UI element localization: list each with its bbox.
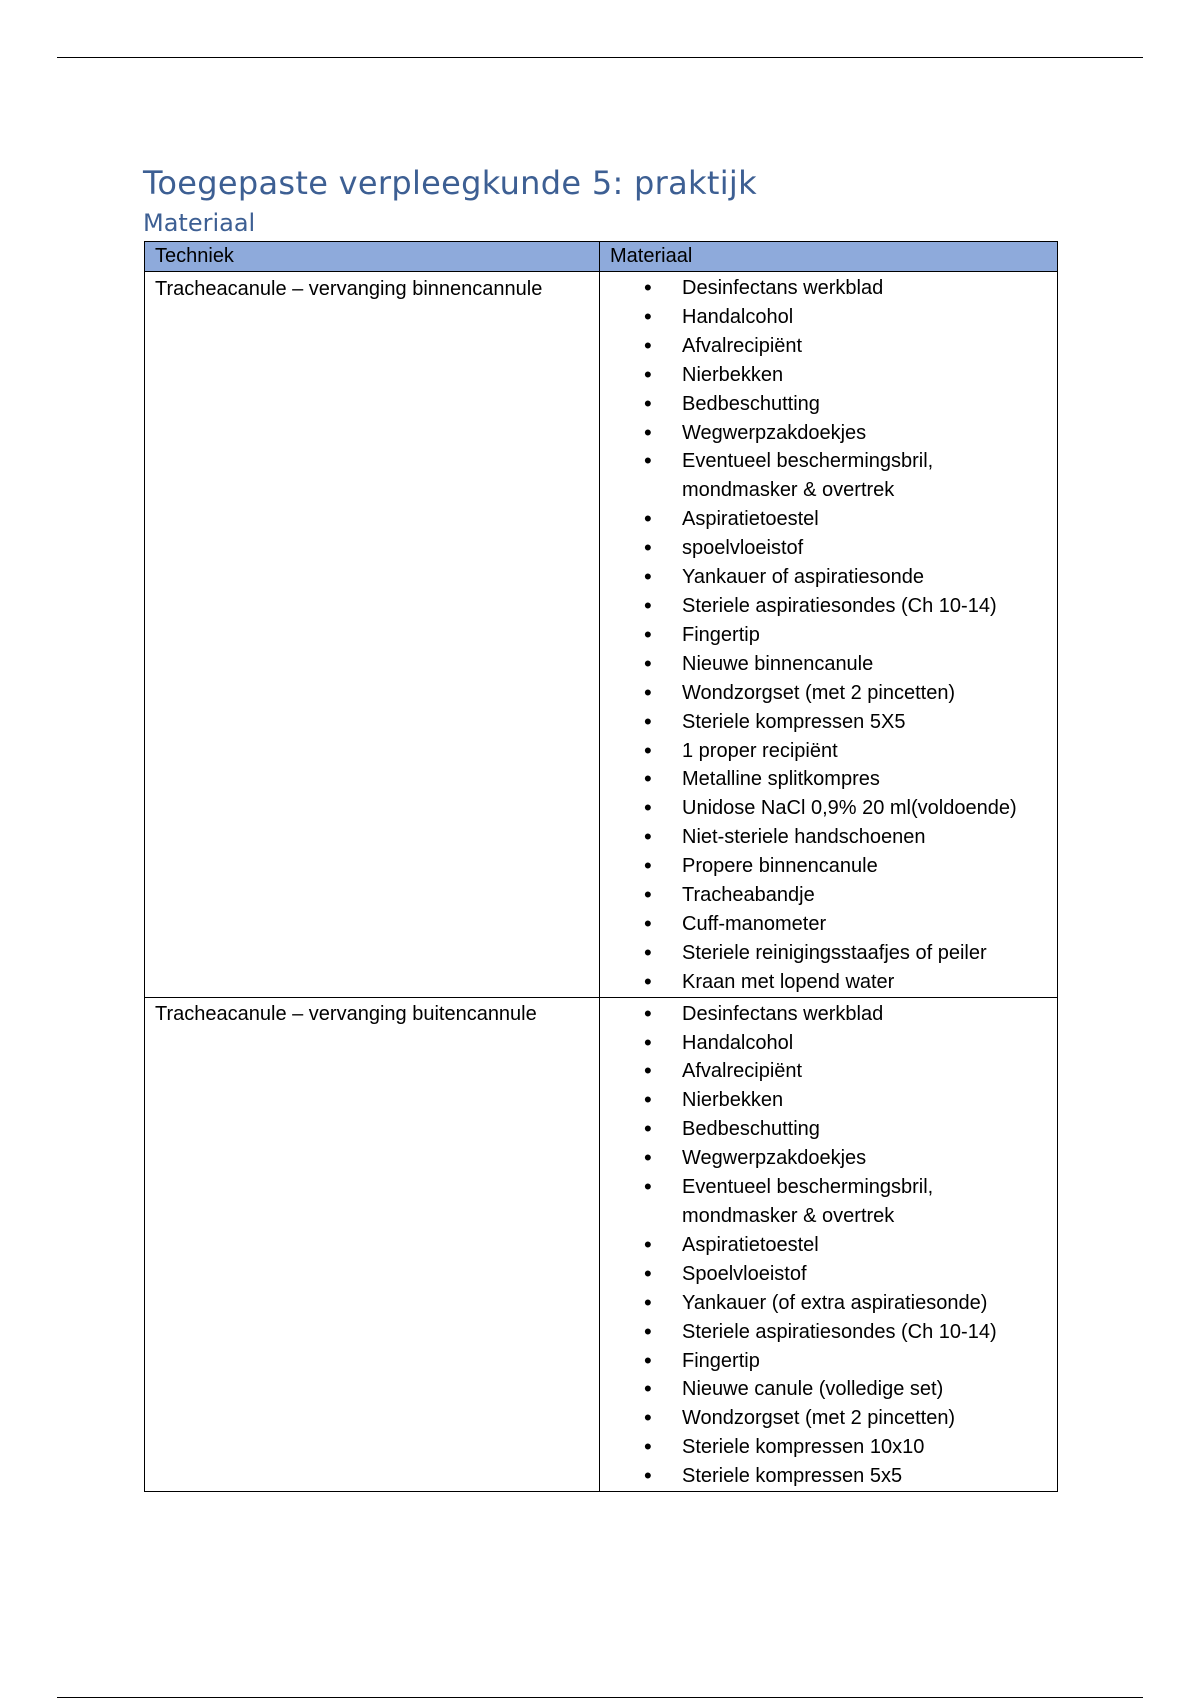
- list-item: • Wondzorgset (met 2 pincetten): [644, 1404, 1047, 1433]
- list-item: • spoelvloeistof: [644, 534, 1047, 563]
- list-item: • Steriele aspiratiesondes (Ch 10-14): [644, 592, 1047, 621]
- list-item: • Spoelvloeistof: [644, 1260, 1047, 1289]
- list-item: • Nieuwe binnencanule: [644, 650, 1047, 679]
- list-item: • Aspiratietoestel: [644, 505, 1047, 534]
- list-item: • Niet-steriele handschoenen: [644, 823, 1047, 852]
- section-heading: Materiaal: [143, 209, 256, 237]
- list-item: • 1 proper recipiënt: [644, 737, 1047, 766]
- list-item: • Nierbekken: [644, 1086, 1047, 1115]
- list-item: • Steriele aspiratiesondes (Ch 10-14): [644, 1318, 1047, 1347]
- list-item: • Yankauer of aspiratiesonde: [644, 563, 1047, 592]
- list-item: • Afvalrecipiënt: [644, 332, 1047, 361]
- list-item: • Metalline splitkompres: [644, 765, 1047, 794]
- materials-table: [144, 241, 1058, 1492]
- list-item: • Aspiratietoestel: [644, 1231, 1047, 1260]
- list-item: • Bedbeschutting: [644, 1115, 1047, 1144]
- table-row: [145, 997, 1058, 1491]
- list-item: • Steriele kompressen 5x5: [644, 1462, 1047, 1491]
- list-item: • Nierbekken: [644, 361, 1047, 390]
- material-cell: [600, 272, 1058, 998]
- list-item: • Nieuwe canule (volledige set): [644, 1375, 1047, 1404]
- technique-cell: Tracheacanule – vervanging buitencannule: [145, 997, 600, 1491]
- technique-cell: Tracheacanule – vervanging binnencannule: [145, 272, 600, 998]
- list-item: • Afvalrecipiënt: [644, 1057, 1047, 1086]
- material-list: [600, 274, 1047, 997]
- column-header-material: Materiaal: [600, 242, 1058, 272]
- list-item: • Steriele kompressen 5X5: [644, 708, 1047, 737]
- document-title: Toegepaste verpleegkunde 5: praktijk: [143, 164, 757, 202]
- list-item: • Tracheabandje: [644, 881, 1047, 910]
- list-item: • Bedbeschutting: [644, 390, 1047, 419]
- list-item: • Wegwerpzakdoekjes: [644, 419, 1047, 448]
- footer-rule: [57, 1697, 1143, 1698]
- list-item: • Propere binnencanule: [644, 852, 1047, 881]
- list-item: • Eventueel beschermingsbril, mondmasker & overtrek: [644, 1173, 1047, 1231]
- list-item: • Wegwerpzakdoekjes: [644, 1144, 1047, 1173]
- list-item: • Handalcohol: [644, 1029, 1047, 1058]
- list-item: • Wondzorgset (met 2 pincetten): [644, 679, 1047, 708]
- list-item: • Steriele reinigingsstaafjes of peiler: [644, 939, 1047, 968]
- list-item: • Fingertip: [644, 1347, 1047, 1376]
- material-cell: [600, 997, 1058, 1491]
- list-item: • Desinfectans werkblad: [644, 274, 1047, 303]
- list-item: • Eventueel beschermingsbril, mondmasker & overtrek: [644, 447, 1047, 505]
- list-item: • Yankauer (of extra aspiratiesonde): [644, 1289, 1047, 1318]
- list-item: • Unidose NaCl 0,9% 20 ml(voldoende): [644, 794, 1047, 823]
- header-rule: [57, 57, 1143, 58]
- list-item: • Cuff-manometer: [644, 910, 1047, 939]
- list-item: • Steriele kompressen 10x10: [644, 1433, 1047, 1462]
- material-list: [600, 1000, 1047, 1491]
- list-item: • Kraan met lopend water: [644, 968, 1047, 997]
- table-header-row: [145, 242, 1058, 272]
- list-item: • Handalcohol: [644, 303, 1047, 332]
- column-header-technique: Techniek: [145, 242, 600, 272]
- list-item: • Fingertip: [644, 621, 1047, 650]
- list-item: • Desinfectans werkblad: [644, 1000, 1047, 1029]
- table-row: [145, 272, 1058, 998]
